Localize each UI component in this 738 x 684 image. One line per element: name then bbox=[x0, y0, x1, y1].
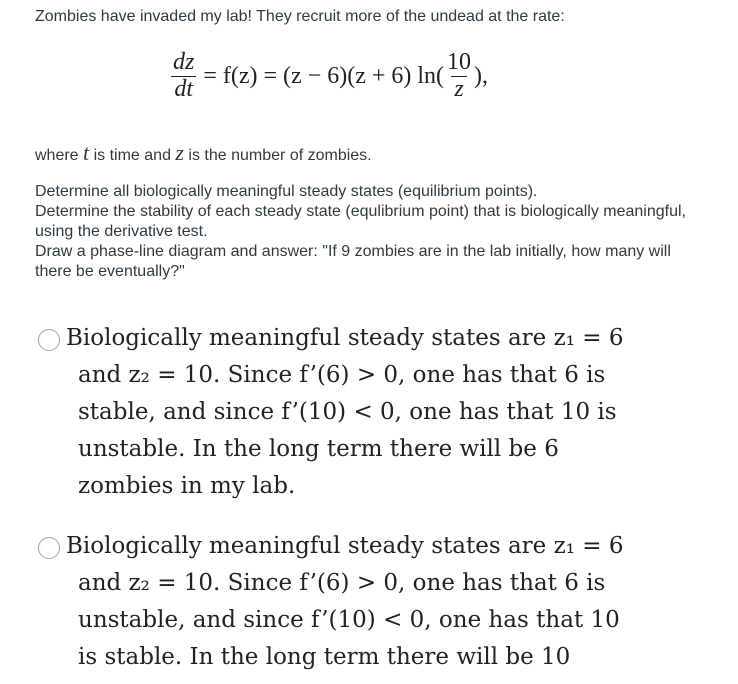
where-prefix: where bbox=[35, 147, 84, 164]
variable-t: t bbox=[83, 140, 90, 165]
equation-tail: ), bbox=[474, 62, 489, 89]
option-line: and z₂ = 10. Since f’(6) > 0, one has that 6 is bbox=[78, 570, 606, 596]
option-line: Biologically meaningful steady states are z₁ = 6 bbox=[66, 325, 624, 351]
variable-z: z bbox=[175, 140, 184, 165]
fraction-numerator: 10 bbox=[447, 49, 472, 76]
fraction-denominator: z bbox=[451, 76, 466, 102]
where-suffix: is the number of zombies. bbox=[183, 147, 372, 164]
option-line: zombies in my lab. bbox=[78, 473, 296, 499]
fraction-denominator: dt bbox=[171, 76, 196, 102]
ten-over-z-fraction bbox=[444, 50, 474, 101]
option-line: unstable, and since f’(10) < 0, one has that 10 bbox=[78, 607, 620, 633]
question-intro: Zombies have invaded my lab! They recruit more of the undead at the rate: bbox=[35, 8, 565, 25]
variable-definitions bbox=[35, 140, 372, 166]
instruction-stability: Determine the stability of each steady state (equlibrium point) that is biologically meaningful, using the derivative test. bbox=[35, 203, 686, 240]
option-line: unstable. In the long term there will be 6 bbox=[78, 436, 559, 462]
instruction-steady-states: Determine all biologically meaningful steady states (equilibrium points). bbox=[35, 183, 538, 200]
answer-option-1[interactable] bbox=[38, 320, 698, 505]
option-text bbox=[66, 528, 698, 676]
equation-rhs: = f(z) = (z − 6)(z + 6) ln( bbox=[203, 62, 445, 89]
radio-button[interactable] bbox=[38, 329, 60, 351]
instruction-phase-line: Draw a phase-line diagram and answer: "If 9 zombies are in the lab initially, how many will there be eventually?" bbox=[35, 243, 671, 280]
fraction-numerator: dz bbox=[173, 49, 195, 76]
option-line: and z₂ = 10. Since f’(6) > 0, one has that 6 is bbox=[78, 362, 606, 388]
dz-dt-fraction bbox=[170, 50, 197, 101]
answer-option-2[interactable] bbox=[38, 528, 698, 676]
instructions bbox=[35, 182, 695, 282]
option-line: Biologically meaningful steady states are z₁ = 6 bbox=[66, 533, 624, 559]
option-line: is stable. In the long term there will be 10 bbox=[78, 644, 571, 670]
option-line: stable, and since f’(10) < 0, one has that 10 is bbox=[78, 399, 617, 425]
rate-equation bbox=[170, 40, 488, 112]
radio-button[interactable] bbox=[38, 537, 60, 559]
option-text bbox=[66, 320, 698, 505]
where-mid: is time and bbox=[89, 147, 176, 164]
